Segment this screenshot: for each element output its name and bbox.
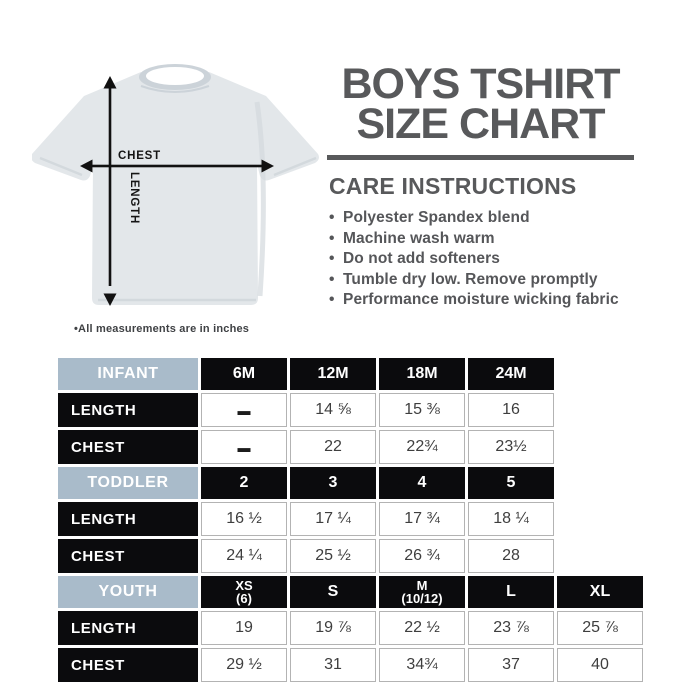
measurement-cell: 26 ¾ (379, 539, 465, 573)
measurement-cell: 19 ⅞ (290, 611, 376, 645)
table-row (58, 611, 643, 645)
row-label-cell: CHEST (58, 648, 198, 682)
section-label-cell: TODDLER (58, 467, 198, 499)
measurement-cell: 15 ⅜ (379, 393, 465, 427)
shirt-diagram (32, 58, 324, 343)
bullet-icon: • (329, 250, 335, 267)
table-row (58, 358, 643, 390)
measurement-cell: 37 (468, 648, 554, 682)
table-row (58, 430, 643, 464)
table-row (58, 576, 643, 608)
empty-cell (557, 539, 643, 573)
care-instructions-list (329, 208, 634, 311)
measurement-cell: ▬ (201, 430, 287, 464)
empty-cell (557, 467, 643, 499)
empty-cell (557, 393, 643, 427)
measurement-cell: 40 (557, 648, 643, 682)
title-underline (327, 155, 634, 160)
row-label-cell: CHEST (58, 539, 198, 573)
bullet-icon: • (329, 229, 335, 247)
care-item-text: Do not add softeners (343, 250, 501, 267)
measurement-cell: 23½ (468, 430, 554, 464)
tshirt-illustration (32, 58, 324, 314)
table-row (58, 648, 643, 682)
measurement-cell: ▬ (201, 393, 287, 427)
empty-cell (557, 502, 643, 536)
table-row (58, 539, 643, 573)
tshirt-body (32, 72, 319, 305)
measurement-cell: 17 ¾ (379, 502, 465, 536)
size-header-cell: 2 (201, 467, 287, 499)
care-item-text: Tumble dry low. Remove promptly (343, 270, 598, 288)
size-header-cell: XS (6) (201, 576, 287, 608)
measurement-cell: 24 ¼ (201, 539, 287, 573)
length-label: LENGTH (128, 172, 140, 225)
size-header-cell: 12M (290, 358, 376, 390)
measurement-cell: 31 (290, 648, 376, 682)
size-header-cell: S (290, 576, 376, 608)
measurement-cell: 23 ⅞ (468, 611, 554, 645)
measurement-cell: 28 (468, 539, 554, 573)
collar-inner (146, 67, 204, 85)
empty-cell (557, 430, 643, 464)
measurement-cell: 14 ⅝ (290, 393, 376, 427)
care-instructions-heading: CARE INSTRUCTIONS (329, 173, 577, 199)
header-panel (327, 60, 634, 311)
empty-cell (557, 358, 643, 390)
section-label-cell: YOUTH (58, 576, 198, 608)
size-table-body (58, 358, 643, 682)
care-item (329, 208, 634, 229)
size-table (55, 355, 646, 685)
bullet-icon: • (329, 209, 335, 226)
row-label-cell: LENGTH (58, 393, 198, 427)
care-item-text: Performance moisture wicking fabric (343, 291, 619, 308)
measurement-note: •All measurements are in inches (74, 323, 250, 335)
page-title-line1: BOYS TSHIRT (341, 60, 620, 108)
page-title-line2: SIZE CHART (356, 100, 605, 148)
chest-label: CHEST (118, 150, 161, 162)
table-row (58, 502, 643, 536)
measurement-cell: 29 ½ (201, 648, 287, 682)
size-header-cell: XL (557, 576, 643, 608)
measurement-cell: 16 (468, 393, 554, 427)
measurement-cell: 25 ⅞ (557, 611, 643, 645)
measurement-cell: 22 (290, 430, 376, 464)
care-item (329, 249, 634, 270)
size-header-cell: 5 (468, 467, 554, 499)
care-item (329, 270, 634, 291)
size-header-cell: 4 (379, 467, 465, 499)
measurement-cell: 18 ¼ (468, 502, 554, 536)
care-item-text: Polyester Spandex blend (343, 209, 530, 226)
fold-shade (257, 102, 263, 296)
care-item (329, 229, 634, 250)
page-title (327, 60, 634, 148)
measurement-cell: 25 ½ (290, 539, 376, 573)
size-header-cell: 3 (290, 467, 376, 499)
section-label-cell: INFANT (58, 358, 198, 390)
size-header-cell: M (10/12) (379, 576, 465, 608)
size-header-cell: 18M (379, 358, 465, 390)
measurement-cell: 16 ½ (201, 502, 287, 536)
care-item-text: Machine wash warm (343, 229, 495, 247)
care-item (329, 290, 634, 311)
row-label-cell: LENGTH (58, 502, 198, 536)
measurement-cell: 34¾ (379, 648, 465, 682)
bullet-icon: • (329, 291, 335, 308)
size-header-cell: 24M (468, 358, 554, 390)
size-header-cell: L (468, 576, 554, 608)
measurement-cell: 22¾ (379, 430, 465, 464)
measurement-cell: 22 ½ (379, 611, 465, 645)
row-label-cell: LENGTH (58, 611, 198, 645)
measurement-cell: 19 (201, 611, 287, 645)
measurement-cell: 17 ¼ (290, 502, 376, 536)
table-row (58, 393, 643, 427)
bullet-icon: • (329, 270, 335, 288)
row-label-cell: CHEST (58, 430, 198, 464)
size-header-cell: 6M (201, 358, 287, 390)
table-row (58, 467, 643, 499)
